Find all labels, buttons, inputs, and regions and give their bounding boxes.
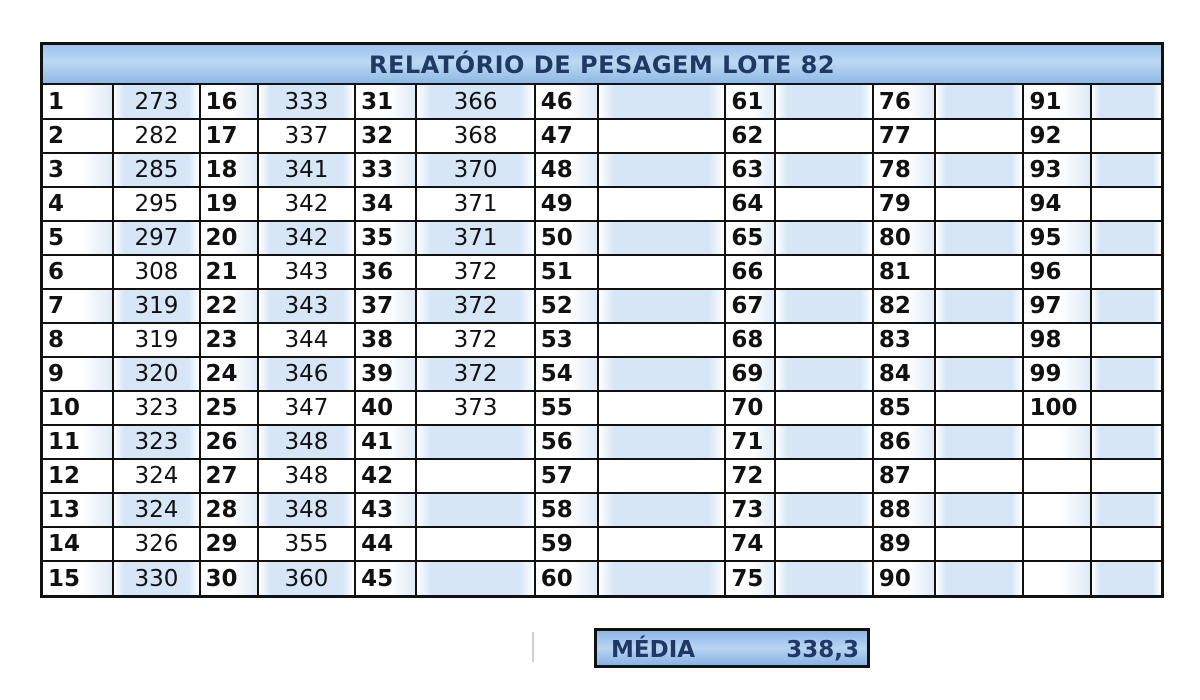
animal-number-cell: 59	[535, 527, 598, 561]
weight-value-cell: 323	[113, 391, 199, 425]
animal-number-cell: 40	[355, 391, 416, 425]
table-row	[43, 85, 1161, 119]
weight-value-cell	[598, 527, 725, 561]
animal-number-cell	[1023, 459, 1090, 493]
animal-number-cell: 28	[200, 493, 258, 527]
weight-value-cell	[416, 425, 534, 459]
weight-value-cell: 372	[416, 323, 534, 357]
weight-value-cell	[935, 289, 1023, 323]
animal-number-cell: 91	[1023, 85, 1090, 119]
weight-value-cell	[1091, 153, 1161, 187]
animal-number-cell: 78	[873, 153, 935, 187]
weight-value-cell	[935, 391, 1023, 425]
animal-number-cell: 7	[43, 289, 113, 323]
weight-value-cell: 343	[258, 289, 355, 323]
animal-number-cell: 21	[200, 255, 258, 289]
weight-value-cell: 360	[258, 561, 355, 595]
animal-number-cell: 26	[200, 425, 258, 459]
weight-value-cell	[416, 459, 534, 493]
animal-number-cell: 96	[1023, 255, 1090, 289]
weight-value-cell	[598, 153, 725, 187]
table-row	[43, 391, 1161, 425]
animal-number-cell: 87	[873, 459, 935, 493]
weight-value-cell: 308	[113, 255, 199, 289]
animal-number-cell: 5	[43, 221, 113, 255]
weight-value-cell: 333	[258, 85, 355, 119]
weight-value-cell: 297	[113, 221, 199, 255]
weight-value-cell	[1091, 561, 1161, 595]
weight-value-cell	[1091, 255, 1161, 289]
animal-number-cell: 2	[43, 119, 113, 153]
animal-number-cell: 70	[725, 391, 774, 425]
weight-value-cell: 342	[258, 187, 355, 221]
table-row	[43, 187, 1161, 221]
weight-value-cell	[775, 391, 873, 425]
animal-number-cell: 32	[355, 119, 416, 153]
weight-value-cell: 347	[258, 391, 355, 425]
animal-number-cell: 45	[355, 561, 416, 595]
animal-number-cell: 100	[1023, 391, 1090, 425]
animal-number-cell: 60	[535, 561, 598, 595]
weight-value-cell: 324	[113, 493, 199, 527]
weight-value-cell: 348	[258, 459, 355, 493]
table-row	[43, 459, 1161, 493]
animal-number-cell: 11	[43, 425, 113, 459]
report-title: RELATÓRIO DE PESAGEM LOTE 82	[43, 45, 1161, 85]
animal-number-cell: 43	[355, 493, 416, 527]
weight-value-cell: 319	[113, 289, 199, 323]
animal-number-cell: 18	[200, 153, 258, 187]
animal-number-cell: 36	[355, 255, 416, 289]
animal-number-cell: 14	[43, 527, 113, 561]
weight-value-cell: 366	[416, 85, 534, 119]
weight-value-cell: 368	[416, 119, 534, 153]
weight-value-cell: 370	[416, 153, 534, 187]
weight-value-cell	[775, 527, 873, 561]
weight-value-cell: 319	[113, 323, 199, 357]
animal-number-cell: 84	[873, 357, 935, 391]
animal-number-cell: 47	[535, 119, 598, 153]
weight-value-cell: 371	[416, 187, 534, 221]
weight-value-cell	[775, 493, 873, 527]
weight-value-cell	[935, 153, 1023, 187]
weight-value-cell	[598, 119, 725, 153]
table-row	[43, 323, 1161, 357]
weight-value-cell: 348	[258, 493, 355, 527]
weight-value-cell: 346	[258, 357, 355, 391]
animal-number-cell: 90	[873, 561, 935, 595]
animal-number-cell: 76	[873, 85, 935, 119]
weight-value-cell: 320	[113, 357, 199, 391]
animal-number-cell: 61	[725, 85, 774, 119]
animal-number-cell: 25	[200, 391, 258, 425]
weight-value-cell: 323	[113, 425, 199, 459]
animal-number-cell: 20	[200, 221, 258, 255]
weight-value-cell	[1091, 323, 1161, 357]
weight-value-cell	[1091, 187, 1161, 221]
weight-value-cell	[598, 425, 725, 459]
weight-value-cell	[1091, 493, 1161, 527]
animal-number-cell: 80	[873, 221, 935, 255]
animal-number-cell: 79	[873, 187, 935, 221]
weight-value-cell: 372	[416, 289, 534, 323]
weight-value-cell	[598, 255, 725, 289]
animal-number-cell	[1023, 425, 1090, 459]
animal-number-cell: 63	[725, 153, 774, 187]
table-row	[43, 289, 1161, 323]
weight-value-cell	[775, 187, 873, 221]
weight-value-cell: 344	[258, 323, 355, 357]
animal-number-cell: 42	[355, 459, 416, 493]
animal-number-cell: 4	[43, 187, 113, 221]
average-label: MÉDIA	[611, 637, 696, 663]
table-row	[43, 221, 1161, 255]
weight-value-cell	[935, 85, 1023, 119]
animal-number-cell: 51	[535, 255, 598, 289]
animal-number-cell: 23	[200, 323, 258, 357]
weight-value-cell	[935, 187, 1023, 221]
weight-value-cell	[775, 323, 873, 357]
weight-value-cell	[935, 561, 1023, 595]
weight-value-cell	[1091, 119, 1161, 153]
table-row	[43, 527, 1161, 561]
weight-value-cell: 348	[258, 425, 355, 459]
table-row	[43, 119, 1161, 153]
animal-number-cell: 75	[725, 561, 774, 595]
animal-number-cell: 1	[43, 85, 113, 119]
weight-value-cell	[935, 119, 1023, 153]
animal-number-cell: 24	[200, 357, 258, 391]
animal-number-cell: 94	[1023, 187, 1090, 221]
weight-value-cell	[598, 187, 725, 221]
weight-value-cell	[775, 85, 873, 119]
table-row	[43, 357, 1161, 391]
animal-number-cell	[1023, 527, 1090, 561]
weight-value-cell	[416, 527, 534, 561]
weight-value-cell	[935, 527, 1023, 561]
animal-number-cell: 52	[535, 289, 598, 323]
weight-value-cell	[935, 221, 1023, 255]
animal-number-cell: 17	[200, 119, 258, 153]
animal-number-cell: 93	[1023, 153, 1090, 187]
animal-number-cell: 38	[355, 323, 416, 357]
weight-value-cell	[935, 459, 1023, 493]
animal-number-cell: 39	[355, 357, 416, 391]
weight-value-cell	[598, 459, 725, 493]
weight-value-cell	[416, 561, 534, 595]
weight-value-cell	[598, 221, 725, 255]
weight-value-cell: 371	[416, 221, 534, 255]
table-row	[43, 255, 1161, 289]
animal-number-cell: 41	[355, 425, 416, 459]
weight-value-cell	[1091, 459, 1161, 493]
animal-number-cell: 30	[200, 561, 258, 595]
animal-number-cell: 86	[873, 425, 935, 459]
weight-value-cell	[775, 459, 873, 493]
weight-value-cell: 337	[258, 119, 355, 153]
animal-number-cell: 3	[43, 153, 113, 187]
weight-value-cell: 324	[113, 459, 199, 493]
weight-value-cell	[598, 323, 725, 357]
weight-value-cell	[1091, 357, 1161, 391]
weight-value-cell	[775, 425, 873, 459]
weight-value-cell	[935, 357, 1023, 391]
weight-value-cell: 273	[113, 85, 199, 119]
animal-number-cell: 98	[1023, 323, 1090, 357]
animal-number-cell: 44	[355, 527, 416, 561]
weight-value-cell	[775, 153, 873, 187]
weight-value-cell	[935, 493, 1023, 527]
weight-value-cell	[1091, 425, 1161, 459]
animal-number-cell: 68	[725, 323, 774, 357]
table-row	[43, 425, 1161, 459]
weight-value-cell	[775, 119, 873, 153]
animal-number-cell: 73	[725, 493, 774, 527]
weight-value-cell	[1091, 391, 1161, 425]
animal-number-cell: 77	[873, 119, 935, 153]
weight-value-cell: 330	[113, 561, 199, 595]
animal-number-cell: 67	[725, 289, 774, 323]
animal-number-cell: 88	[873, 493, 935, 527]
weight-value-cell: 326	[113, 527, 199, 561]
weight-value-cell	[598, 85, 725, 119]
animal-number-cell: 97	[1023, 289, 1090, 323]
animal-number-cell	[1023, 561, 1090, 595]
average-value: 338,3	[786, 637, 859, 663]
weight-value-cell	[1091, 289, 1161, 323]
animal-number-cell: 74	[725, 527, 774, 561]
animal-number-cell: 56	[535, 425, 598, 459]
animal-number-cell: 58	[535, 493, 598, 527]
weights-grid	[43, 85, 1161, 595]
weight-value-cell: 343	[258, 255, 355, 289]
animal-number-cell: 35	[355, 221, 416, 255]
weight-value-cell	[935, 323, 1023, 357]
weight-value-cell	[775, 255, 873, 289]
weight-value-cell: 285	[113, 153, 199, 187]
weight-value-cell	[598, 289, 725, 323]
animal-number-cell: 99	[1023, 357, 1090, 391]
animal-number-cell: 72	[725, 459, 774, 493]
animal-number-cell: 8	[43, 323, 113, 357]
weight-value-cell: 373	[416, 391, 534, 425]
weight-value-cell: 295	[113, 187, 199, 221]
animal-number-cell: 50	[535, 221, 598, 255]
animal-number-cell: 29	[200, 527, 258, 561]
table-row	[43, 561, 1161, 595]
weight-value-cell	[416, 493, 534, 527]
weight-value-cell	[598, 357, 725, 391]
weight-value-cell	[775, 561, 873, 595]
weight-value-cell: 372	[416, 255, 534, 289]
animal-number-cell: 55	[535, 391, 598, 425]
animal-number-cell: 57	[535, 459, 598, 493]
animal-number-cell: 69	[725, 357, 774, 391]
animal-number-cell: 15	[43, 561, 113, 595]
animal-number-cell: 62	[725, 119, 774, 153]
animal-number-cell: 37	[355, 289, 416, 323]
table-row	[43, 493, 1161, 527]
animal-number-cell: 66	[725, 255, 774, 289]
animal-number-cell: 6	[43, 255, 113, 289]
weight-value-cell	[1091, 527, 1161, 561]
animal-number-cell: 81	[873, 255, 935, 289]
weight-value-cell	[598, 391, 725, 425]
animal-number-cell: 48	[535, 153, 598, 187]
weight-value-cell: 341	[258, 153, 355, 187]
animal-number-cell: 31	[355, 85, 416, 119]
animal-number-cell: 89	[873, 527, 935, 561]
animal-number-cell: 82	[873, 289, 935, 323]
weighing-report-table	[40, 42, 1164, 598]
animal-number-cell: 33	[355, 153, 416, 187]
animal-number-cell	[1023, 493, 1090, 527]
animal-number-cell: 9	[43, 357, 113, 391]
weight-value-cell: 342	[258, 221, 355, 255]
weight-value-cell	[775, 357, 873, 391]
animal-number-cell: 85	[873, 391, 935, 425]
weight-value-cell	[598, 493, 725, 527]
weight-value-cell: 372	[416, 357, 534, 391]
weight-value-cell	[598, 561, 725, 595]
average-box	[594, 628, 870, 668]
animal-number-cell: 95	[1023, 221, 1090, 255]
weight-value-cell	[1091, 85, 1161, 119]
animal-number-cell: 54	[535, 357, 598, 391]
weight-value-cell	[775, 221, 873, 255]
weight-value-cell: 282	[113, 119, 199, 153]
animal-number-cell: 65	[725, 221, 774, 255]
animal-number-cell: 64	[725, 187, 774, 221]
animal-number-cell: 16	[200, 85, 258, 119]
animal-number-cell: 49	[535, 187, 598, 221]
weight-value-cell	[775, 289, 873, 323]
weight-value-cell	[1091, 221, 1161, 255]
animal-number-cell: 13	[43, 493, 113, 527]
animal-number-cell: 22	[200, 289, 258, 323]
table-row	[43, 153, 1161, 187]
animal-number-cell: 19	[200, 187, 258, 221]
animal-number-cell: 53	[535, 323, 598, 357]
animal-number-cell: 92	[1023, 119, 1090, 153]
weight-value-cell: 355	[258, 527, 355, 561]
animal-number-cell: 71	[725, 425, 774, 459]
divider-mark	[532, 632, 534, 662]
animal-number-cell: 27	[200, 459, 258, 493]
animal-number-cell: 10	[43, 391, 113, 425]
animal-number-cell: 46	[535, 85, 598, 119]
weight-value-cell	[935, 255, 1023, 289]
weight-value-cell	[935, 425, 1023, 459]
animal-number-cell: 34	[355, 187, 416, 221]
animal-number-cell: 12	[43, 459, 113, 493]
animal-number-cell: 83	[873, 323, 935, 357]
